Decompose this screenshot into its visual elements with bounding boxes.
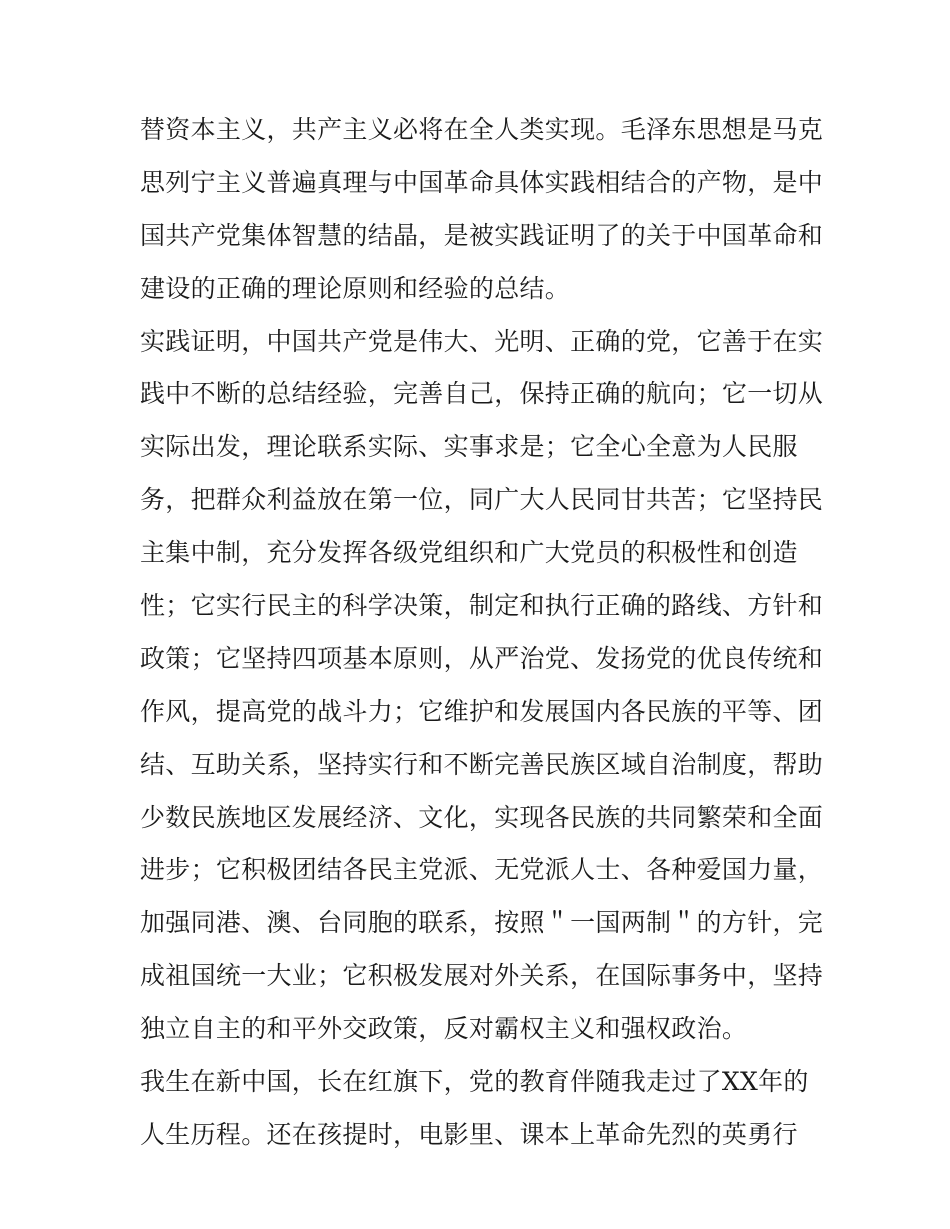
body-text [140, 104, 840, 1162]
text-line: 替资本主义，共产主义必将在全人类实现。毛泽东思想是马克 [140, 115, 824, 144]
text-line: 实际出发，理论联系实际、实事求是；它全心全意为人民服 [140, 432, 798, 462]
text-line: 独立自主的和平外交政策，反对霸权主义和强权政治。 [140, 1014, 748, 1044]
text-line: 我生在新中国，长在红旗下，党的教育伴随我走过了XX年的 [140, 1067, 809, 1097]
text-line: 少数民族地区发展经济、文化，实现各民族的共同繁荣和全面 [140, 802, 824, 832]
text-line: 结、互助关系，坚持实行和不断完善民族区域自治制度，帮助 [140, 749, 824, 779]
text-line: 务，把群众利益放在第一位，同广大人民同甘共苦；它坚持民 [140, 485, 824, 515]
text-line: 进步；它积极团结各民主党派、无党派人士、各种爱国力量， [140, 855, 824, 885]
text-line: 思列宁主义普遍真理与中国革命具体实践相结合的产物，是中 [140, 167, 824, 197]
text-line: 政策；它坚持四项基本原则，从严治党、发扬党的优良传统和 [140, 643, 824, 673]
text-line: 建设的正确的理论原则和经验的总结。 [140, 273, 571, 303]
text-line: 主集中制，充分发挥各级党组织和广大党员的积极性和创造 [140, 538, 798, 568]
text-line: 加强同港、澳、台同胞的联系，按照＂一国两制＂的方针，完 [140, 908, 824, 938]
text-line: 践中不断的总结经验，完善自己，保持正确的航向；它一切从 [140, 379, 824, 409]
text-line: 实践证明，中国共产党是伟大、光明、正确的党，它善于在实 [140, 326, 824, 356]
text-line: 人生历程。还在孩提时，电影里、课本上革命先烈的英勇行 [140, 1119, 798, 1149]
text-line: 国共产党集体智慧的结晶，是被实践证明了的关于中国革命和 [140, 220, 824, 250]
text-line: 成祖国统一大业；它积极发展对外关系，在国际事务中，坚持 [140, 961, 824, 991]
text-line: 作风，提高党的战斗力；它维护和发展国内各民族的平等、团 [140, 696, 824, 726]
text-line: 性；它实行民主的科学决策，制定和执行正确的路线、方针和 [140, 591, 824, 621]
